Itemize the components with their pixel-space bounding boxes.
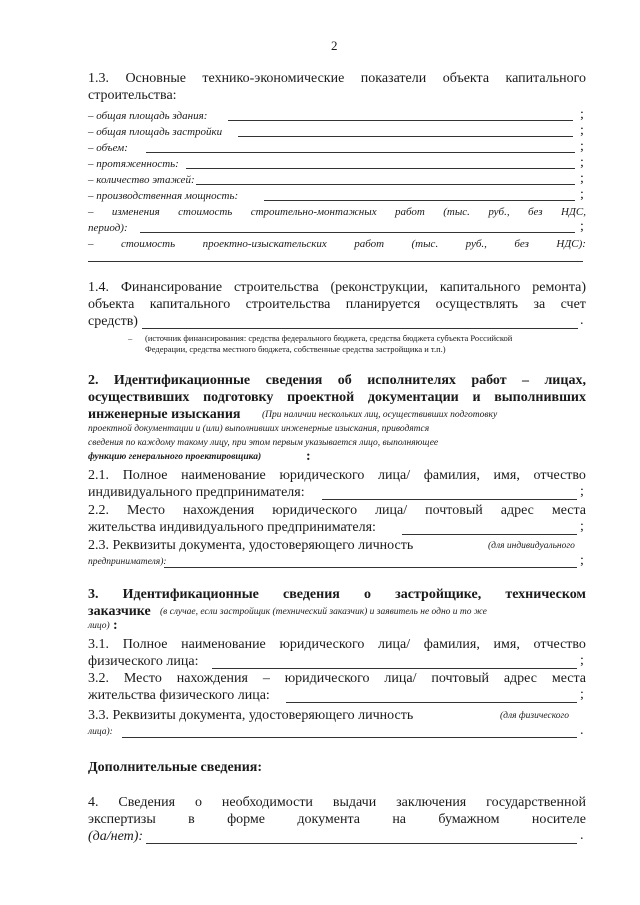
s14-line3: средств) [88, 314, 138, 329]
s2-p23-line2: предпринимателя): [88, 557, 167, 567]
s14-source-note-line2: Федерации, средства местного бюджета, собственные средства застройщика и т.п.) [145, 344, 446, 354]
s13-item-smr-period: период): [88, 222, 128, 234]
s3-p31-line1: 3.1. Полное наименование юридического лица/ фамилия, имя, отчество [88, 637, 586, 652]
s2-heading-line1: 2. Идентификационные сведения об исполнителях работ – лицах, [88, 373, 586, 388]
s3-note-line1: (в случае, если застройщик (технический заказчик) и заявитель не одно и то же [160, 607, 487, 617]
s13-item-building-area: – общая площадь здания: [88, 110, 208, 122]
s2-p23-line1: 2.3. Реквизиты документа, удостоверяющего личность [88, 538, 414, 553]
s3-p33-note: (для физического [500, 711, 569, 721]
s2-note-line2: проектной документации и (или) выполнивших инженерные изыскания, приводятся [88, 424, 430, 434]
s2-heading-line3: инженерные изыскания [88, 407, 241, 422]
s2-note-line1: (При наличии нескольких лиц, осуществивших подготовку [262, 410, 498, 420]
extra-heading: Дополнительные сведения: [88, 760, 263, 775]
s14-source-note-line1: (источник финансирования: средства федерального бюджета, средства бюджета субъекта Российской [145, 333, 513, 343]
s3-p32-line2: жительства физического лица: [88, 688, 270, 703]
s3-p33-line1: 3.3. Реквизиты документа, удостоверяющего личность [88, 708, 414, 723]
page-number: 2 [331, 38, 338, 53]
extra-p4-line3: (да/нет): [88, 829, 144, 844]
s14-line1: 1.4. Финансирование строительства (реконструкции, капитального ремонта) [88, 280, 586, 295]
s13-item-floors: – количество этажей: [88, 174, 195, 186]
s3-heading-line1: 3. Идентификационные сведения о застройщике, техническом [88, 587, 586, 602]
s13-item-footprint-area: – общая площадь застройки [88, 126, 223, 138]
s3-p31-line2: физического лица: [88, 654, 199, 669]
extra-p4-line1: 4. Сведения о необходимости выдачи заключения государственной [88, 795, 586, 810]
s3-note-line2: лицо) [88, 621, 110, 631]
s2-p22-line2: жительства индивидуального предпринимателя: [88, 520, 376, 535]
s13-heading-line1: 1.3. Основные технико-экономические показатели объекта капитального [88, 71, 586, 86]
s13-heading-line2: строительства: [88, 88, 177, 103]
s14-line2: объекта капитального строительства планируется осуществлять за счет [88, 297, 586, 312]
s13-item-capacity: – производственная мощность: [88, 190, 239, 202]
s2-heading-line2: осуществивших подготовку проектной документации и выполнивших [88, 390, 586, 405]
s2-p22-line1: 2.2. Место нахождения юридического лица/ почтовый адрес места [88, 503, 586, 518]
s13-item-smr-cost: – изменения стоимость строительно-монтажных работ (тыс. руб., без НДС, [88, 206, 586, 218]
s2-note-line4: функцию генерального проектировщика) [88, 452, 262, 462]
document-page: 2 1.3. Основные технико-экономические показатели объекта капитального строительства: – общая площадь здания: ; – общая площадь застройки ; – объем: ; – протяженность: ; – количество этажей: ; – производственная мощность: ; – изменения стоимость строительно-монтажных работ (тыс. руб., без НДС, период): ; – стоимость проектно-изыскательских работ (тыс. руб., без НДС): 1.4. Финансирование строительства (реконструкции, капитального ремонта) объекта капитального строительства планируется осуществлять за счет средств) . – (источник финансирования: средства федерального бюджета, средства бюджета субъекта Российской Федерации, средства местного бюджета, собственные средства застройщика и т.п.) 2. Идентификационные сведения об исполнителях работ – лицах, осуществивших подготовку проектной документации и выполнивших инженерные изыскания (При наличии нескольких лиц, осуществивших подготовку проектной документации и (или) выполнивших инженерные изыскания, приводятся сведения по каждому такому лицу, при этом первым указывается лицо, выполняющее функцию генерального проектировщика) : 2.1. Полное наименование юридического лица/ фамилия, имя, отчество индивидуального предпринимателя: ; 2.2. Место нахождения юридического лица/ почтовый адрес места жительства индивидуального предпринимателя: ; 2.3. Реквизиты документа, удостоверяющего личность (для индивидуального предпринимателя): ; 3. Идентификационные сведения о застройщике, техническом заказчике (в случае, если застройщик (технический заказчик) и заявитель не одно и то же лицо) : 3.1. Полное наименование юридического лица/ фамилия, имя, отчество физического лица: ; 3.2. Место нахождения – юридического лица/ почтовый адрес места жительства физического лица: ; 3.3. Реквизиты документа, удостоверяющего личность (для физического лица): . Дополнительные сведения: 4. Сведения о необходимости выдачи заключения государственной экспертизы в форме документа на бумажном носителе (да/нет): . [88, 38, 586, 844]
s3-p32-line1: 3.2. Место нахождения – юридического лица/ почтовый адрес места [88, 671, 586, 686]
s13-item-design-cost: – стоимость проектно-изыскательских работ (тыс. руб., без НДС): [88, 238, 586, 250]
extra-p4-line2: экспертизы в форме документа на бумажном носителе [88, 812, 586, 827]
s2-p21-line2: индивидуального предпринимателя: [88, 485, 305, 500]
s2-note-line3: сведения по каждому такому лицу, при этом первым указывается лицо, выполняющее [88, 438, 439, 448]
s3-p33-line2: лица): [88, 727, 113, 737]
s13-item-length: – протяженность: [88, 158, 179, 170]
s2-p23-note: (для индивидуального [488, 541, 575, 551]
s3-heading-line2: заказчике [88, 604, 151, 619]
s2-p21-line1: 2.1. Полное наименование юридического лица/ фамилия, имя, отчество [88, 468, 586, 483]
s13-item-volume: – объем: [88, 142, 128, 154]
